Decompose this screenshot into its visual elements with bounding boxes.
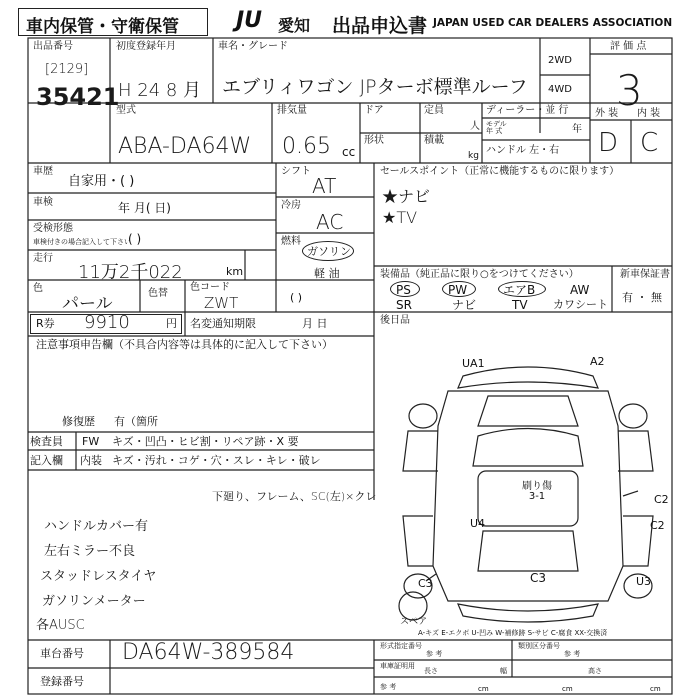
car-history-value: 自家用・( )	[68, 174, 135, 189]
length-label: 長さ	[424, 667, 438, 675]
width-label: 幅	[500, 667, 507, 675]
capacity-label: 定員	[424, 105, 444, 116]
displacement-unit: cc	[342, 145, 356, 159]
spare-tire-label: スペア	[400, 617, 428, 627]
recycle-unit: 円	[166, 317, 177, 330]
damage-u3: U3	[636, 575, 652, 588]
damage-scratch-roof: 刷り傷 3-1	[522, 481, 552, 502]
name-change-label: 名変通知期限	[190, 317, 256, 330]
lot-number-label: 出品番号	[33, 41, 73, 52]
height-label: 高さ	[588, 667, 602, 675]
grade-value: 3	[616, 66, 643, 115]
damage-legend: A-キズ E-エクボ U-凹み W-補修跡 S-サビ C-腐食 XX-交換済	[418, 629, 608, 637]
grade-label: 評 価 点	[610, 41, 647, 52]
mileage-unit: km	[226, 265, 244, 278]
chassis-number-label: 車台番号	[40, 647, 84, 660]
lot-sub-number: [2129]	[45, 62, 89, 77]
inspector-note-3: 左右ミラー不良	[44, 544, 136, 559]
inspector-interior-label: 内装	[80, 454, 102, 467]
form-designation-label: 形式指定番号	[380, 642, 422, 650]
inspector-fw-items: キズ・凹凸・ヒビ割・リペア跡・X 要	[112, 435, 299, 448]
acceptance-value: ( )	[128, 232, 142, 246]
acceptance-note: 車検付きの場合記入して下さい	[33, 238, 131, 246]
category-number-label: 類別区分番号	[518, 642, 560, 650]
drive-2wd: 2WD	[548, 55, 572, 66]
damage-c2-side: C2	[650, 519, 665, 532]
color-code-label: 色コード	[190, 282, 230, 293]
inspector-note-5: ガソリンメーター	[42, 594, 146, 609]
garage-reference-label: 参 考	[380, 683, 397, 691]
inspector-label: 検査員	[30, 435, 63, 448]
form-reference-label: 参 考	[426, 650, 443, 658]
fuel-diesel: 軽 油	[314, 267, 340, 280]
drive-4wd: 4WD	[548, 84, 572, 95]
association-name: JAPAN USED CAR DEALERS ASSOCIATION	[433, 17, 673, 29]
lot-number: 35421	[36, 83, 120, 111]
inspector-note-2: ハンドルカバー有	[44, 519, 149, 534]
repair-history-label: 修復歴	[62, 415, 95, 428]
equip-airbag: エアB	[503, 283, 536, 297]
form-title: 出品申込書	[332, 15, 428, 37]
inspector-interior-items: キズ・汚れ・コゲ・穴・スレ・キレ・破レ	[112, 454, 321, 467]
car-history-label: 車歴	[33, 166, 53, 177]
length-unit: cm	[478, 685, 489, 693]
inspector-note-1: 下廻り、フレーム、SC(左)×クレ	[212, 490, 377, 503]
recycle-label: R券	[36, 317, 55, 330]
recycle-value: 9910	[84, 312, 130, 333]
shift-value: AT	[312, 174, 337, 198]
warranty-value: 有 ・ 無	[622, 291, 662, 304]
color-label: 色	[33, 283, 43, 294]
color-value: パール	[62, 294, 113, 314]
warranty-label: 新車保証書	[620, 269, 670, 280]
model-year-label: モデル 年 式	[486, 120, 507, 135]
inspector-note-4: スタッドレスタイヤ	[40, 569, 157, 584]
ju-logo: JU	[236, 8, 263, 33]
equip-aw: AW	[570, 283, 590, 297]
sales-point-1: ★ナビ	[382, 187, 431, 206]
shape-label: 形状	[364, 135, 384, 146]
category-reference-label: 参 考	[564, 650, 581, 658]
inspector-entry-label: 記入欄	[30, 454, 63, 467]
displacement-value: 0.65	[282, 134, 331, 159]
shift-label: シフト	[281, 166, 311, 177]
sales-point-2: ★TV	[382, 208, 418, 227]
storage-label: 車内保管・守衛保管	[26, 17, 179, 37]
load-unit: kg	[468, 151, 479, 161]
repair-history-value: 有（箇所	[114, 415, 158, 428]
equip-pw: PW	[448, 283, 468, 297]
fuel-gasoline: ガソリン	[307, 245, 351, 258]
interior-label: 内 装	[637, 108, 661, 119]
inspector-note-6: 各AUSC	[36, 618, 85, 633]
garage-cert-label: 車庫証明用	[380, 662, 415, 670]
acceptance-label: 受検形態	[33, 223, 73, 234]
damage-c3-rear: C3	[530, 571, 547, 585]
exterior-grade: D	[598, 128, 619, 158]
car-name-label: 車名・グレード	[218, 41, 288, 52]
exterior-label: 外 装	[595, 108, 619, 119]
damage-a2: A2	[590, 355, 605, 368]
damage-ua1: UA1	[462, 357, 485, 370]
name-change-value: 月 日	[302, 317, 328, 330]
first-registration-label: 初度登録年月	[116, 41, 176, 52]
later-items-label: 後日品	[380, 315, 410, 326]
equip-navi: ナビ	[452, 298, 477, 312]
equip-tv: TV	[512, 298, 528, 312]
sales-points-label: セールスポイント（正常に機能するものに限ります）	[380, 166, 620, 177]
first-registration-value: H 24 8 月	[118, 80, 202, 101]
model-label: 型式	[116, 105, 136, 116]
equipment-label: 装備品（純正品に限り○をつけてください）	[380, 269, 579, 280]
car-name-value: エブリィワゴン JPターボ標準ルーフ	[222, 76, 528, 98]
damage-u4: U4	[470, 517, 486, 530]
notes-label: 注意事項申告欄（不具合内容等は具体的に記入して下さい）	[36, 338, 333, 351]
capacity-unit: 人	[470, 121, 480, 132]
width-unit: cm	[562, 685, 573, 693]
load-label: 積載	[424, 135, 444, 146]
logo-prefecture: 愛知	[278, 16, 311, 35]
model-year-unit: 年	[572, 124, 582, 135]
fuel-label: 燃料	[281, 236, 301, 247]
chassis-number-value: DA64W-389584	[122, 640, 295, 665]
color-code-value: ZWT	[204, 294, 239, 312]
handle-label: ハンドル 左・右	[486, 145, 560, 156]
inspector-fw-label: FW	[82, 435, 100, 448]
color-change-label: 色替	[148, 288, 168, 299]
fuel-other: ( )	[290, 291, 303, 304]
ac-label: 冷房	[281, 200, 301, 211]
height-unit: cm	[650, 685, 661, 693]
damage-c3-left: C3	[418, 577, 433, 590]
displacement-label: 排気量	[277, 105, 307, 116]
dealer-label: ディーラー・並 行	[486, 105, 569, 116]
damage-c2-top: C2	[654, 493, 669, 506]
ac-value: AC	[316, 210, 344, 234]
mileage-value: 11万2千022	[78, 262, 183, 283]
inspection-value: 年 月( 日)	[118, 201, 171, 215]
equip-ps: PS	[396, 283, 411, 297]
interior-grade: C	[640, 128, 659, 158]
inspection-label: 車検	[33, 197, 53, 208]
equip-sr: SR	[396, 298, 412, 312]
equip-seat: カワシート	[553, 298, 608, 311]
mileage-label: 走行	[33, 253, 53, 264]
model-value: ABA-DA64W	[118, 134, 252, 159]
doors-label: ドア	[364, 105, 384, 116]
registration-number-label: 登録番号	[40, 675, 84, 688]
